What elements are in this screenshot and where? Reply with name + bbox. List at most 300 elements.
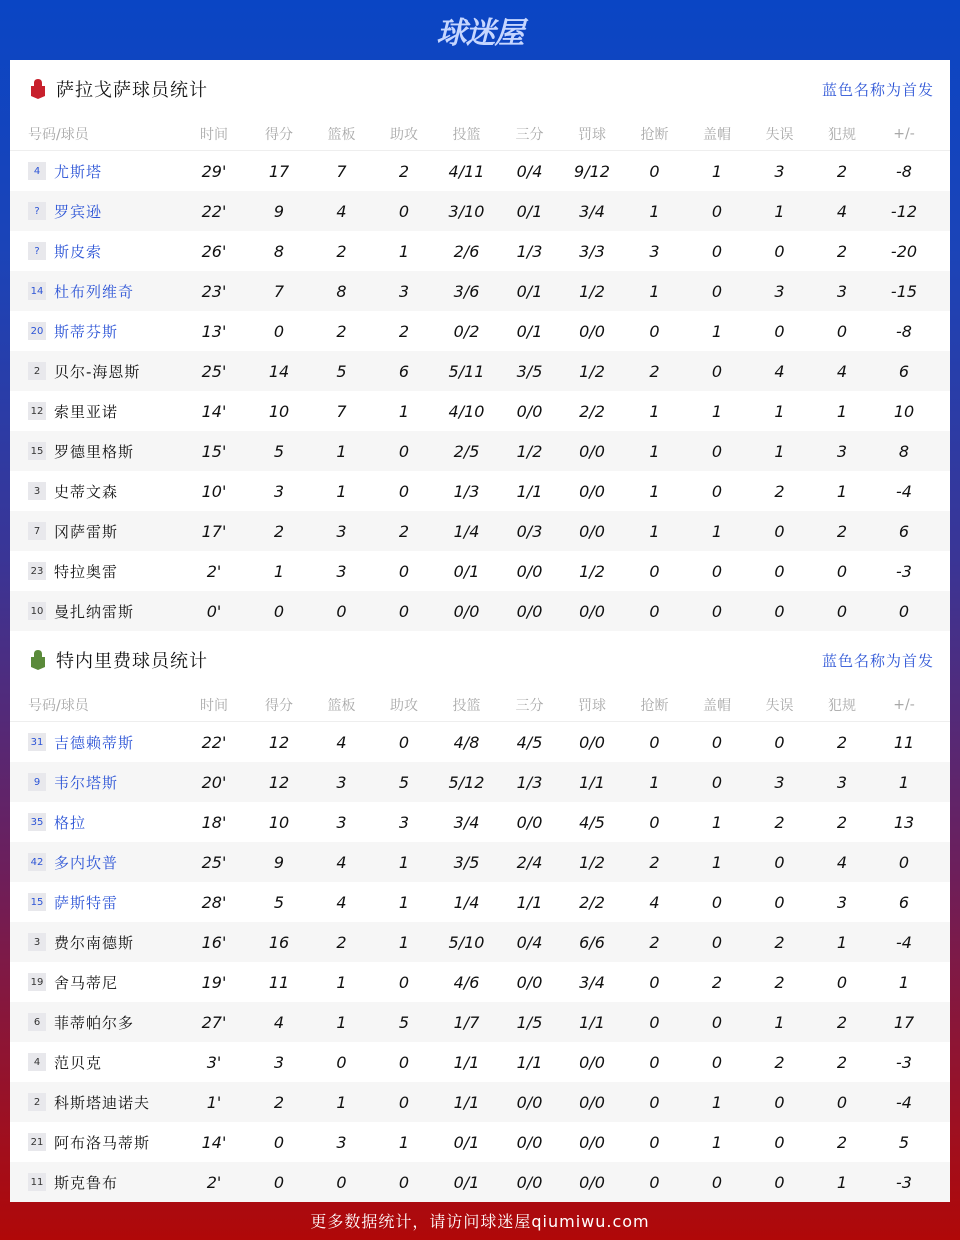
stat-cell: 1/3: [453, 481, 480, 501]
stat-cell: 0: [711, 201, 723, 221]
stat-cell: 0/0: [579, 1092, 605, 1112]
stat-cell: -3: [896, 1052, 912, 1072]
stat-cell: 0: [711, 561, 723, 581]
table-row[interactable]: [10, 311, 950, 351]
column-header: 投篮: [452, 698, 481, 714]
stat-cell: 0: [774, 241, 785, 261]
player-cell: [10, 1172, 180, 1193]
stat-cell: 7: [336, 161, 347, 181]
stat-cell: 3/4: [579, 201, 605, 221]
stat-cell: 0: [774, 732, 785, 752]
stat-cell: 0: [649, 1052, 660, 1072]
stat-cell: 1: [398, 401, 410, 421]
player-name[interactable]: 科斯塔迪诺夫: [54, 1093, 151, 1112]
stat-cell: 12: [268, 732, 290, 752]
player-name[interactable]: 尤斯塔: [54, 162, 103, 181]
column-header: 投篮: [452, 127, 481, 143]
stat-cell: -12: [890, 201, 918, 221]
player-cell: [10, 1052, 180, 1073]
stat-cell: 23': [201, 281, 227, 301]
stat-cell: 1': [206, 1092, 222, 1112]
stat-cell: 1: [398, 932, 410, 952]
player-cell: [10, 812, 180, 833]
table-row[interactable]: [10, 431, 950, 471]
stat-cell: 3: [836, 441, 848, 461]
team-logo-icon: [28, 78, 48, 100]
table-row[interactable]: [10, 722, 950, 762]
jersey-number: 19: [28, 973, 46, 991]
stat-cell: 0/0: [516, 561, 543, 581]
stat-cell: 1: [649, 441, 660, 461]
stat-cell: 0: [711, 481, 723, 501]
stat-cell: 0: [774, 601, 785, 621]
top-banner: [0, 0, 960, 60]
stat-cell: 2: [774, 932, 785, 952]
stat-cell: 5: [398, 772, 410, 792]
stat-cell: 0/0: [453, 601, 480, 621]
stat-cell: 1: [711, 161, 723, 181]
stat-cell: 26': [201, 241, 227, 261]
stat-cell: 0/0: [579, 521, 605, 541]
stat-cell: 5/10: [448, 932, 485, 952]
stat-cell: 0: [649, 1012, 660, 1032]
player-cell: [10, 481, 180, 502]
table-row[interactable]: [10, 962, 950, 1002]
stat-cell: 7: [336, 401, 347, 421]
stat-cell: 0/0: [516, 972, 543, 992]
stat-cell: 1: [836, 481, 848, 501]
stat-cell: 10: [268, 812, 290, 832]
stat-cell: 22': [201, 201, 227, 221]
stat-cell: 0: [711, 601, 723, 621]
stat-cell: 16': [201, 932, 227, 952]
stat-cell: 2: [336, 241, 347, 261]
stat-cell: 9: [273, 201, 285, 221]
stat-cell: 0: [649, 1172, 660, 1192]
stat-cell: 2: [836, 1132, 848, 1152]
jersey-number: 2: [28, 362, 46, 380]
jersey-number: 4: [28, 162, 46, 180]
stat-cell: 0/0: [579, 1052, 605, 1072]
table-row[interactable]: [10, 882, 950, 922]
player-name[interactable]: 阿布洛马蒂斯: [54, 1133, 151, 1152]
player-cell: [10, 321, 180, 342]
column-header: 抢断: [640, 127, 669, 143]
stat-cell: 0/0: [516, 401, 543, 421]
stat-cell: 2/5: [453, 441, 480, 461]
table-row[interactable]: [10, 1122, 950, 1162]
jersey-number: 11: [28, 1173, 46, 1191]
stat-cell: 1: [398, 852, 410, 872]
stat-cell: 10: [268, 401, 290, 421]
stat-cell: 0: [649, 561, 660, 581]
stat-cell: 1: [273, 561, 285, 581]
stat-cell: 8: [898, 441, 910, 461]
player-cell: [10, 1012, 180, 1033]
column-header: 助攻: [390, 127, 418, 143]
stat-cell: 1/3: [516, 772, 543, 792]
stat-cell: 0: [711, 281, 723, 301]
column-header: 三分: [515, 127, 544, 143]
stat-cell: 1/7: [453, 1012, 480, 1032]
stat-cell: 2/2: [579, 401, 605, 421]
stat-cell: 2: [398, 161, 410, 181]
stat-cell: 0': [206, 601, 222, 621]
stat-cell: 3: [398, 812, 410, 832]
stat-cell: 1: [711, 1132, 723, 1152]
table-row[interactable]: [10, 551, 950, 591]
table-row[interactable]: [10, 1162, 950, 1202]
column-header: 时间: [200, 127, 228, 143]
player-cell: [10, 601, 180, 622]
stat-cell: 0: [398, 732, 410, 752]
stat-cell: 0: [774, 1172, 785, 1192]
player-name[interactable]: 罗德里格斯: [54, 442, 135, 461]
stat-cell: -4: [896, 1092, 912, 1112]
column-header: 三分: [515, 698, 544, 714]
player-cell: [10, 401, 180, 422]
stat-cell: 2: [649, 932, 660, 952]
player-name[interactable]: 斯克鲁布: [54, 1173, 119, 1192]
stat-cell: 3/3: [579, 241, 605, 261]
stat-cell: 16: [268, 932, 290, 952]
team-heading: [28, 76, 208, 102]
column-header: 助攻: [390, 698, 418, 714]
player-name[interactable]: 贝尔-海恩斯: [54, 362, 141, 381]
player-name[interactable]: 杜布列维奇: [54, 282, 135, 301]
stat-cell: 9/12: [574, 161, 610, 181]
player-name[interactable]: 斯皮索: [54, 242, 103, 261]
team-title: 特内里费球员统计: [56, 651, 208, 672]
team-logo-icon: [28, 649, 48, 671]
stat-cell: 8: [273, 241, 285, 261]
stat-cell: 0/4: [516, 932, 543, 952]
stat-cell: 3/6: [453, 281, 480, 301]
table-row[interactable]: [10, 922, 950, 962]
player-cell: [10, 561, 180, 582]
footer-text: 更多数据统计，请访问球迷屋qiumiwu.com: [310, 1211, 650, 1231]
jersey-number: 23: [28, 562, 46, 580]
stat-cell: 0: [711, 1172, 723, 1192]
stat-cell: 1/1: [453, 1092, 480, 1112]
stat-cell: 3: [649, 241, 660, 261]
stat-cell: 0: [398, 441, 410, 461]
stat-cell: 5/11: [448, 361, 485, 381]
player-table: [10, 151, 950, 631]
jersey-number: 9: [28, 773, 46, 791]
stat-cell: 1: [898, 972, 910, 992]
stat-cell: 2': [206, 1172, 222, 1192]
column-header: 抢断: [640, 698, 669, 714]
stat-cell: -4: [896, 932, 912, 952]
stat-cell: 0/1: [516, 281, 543, 301]
stat-cell: 0/0: [516, 1132, 543, 1152]
stat-cell: 1: [898, 772, 910, 792]
stat-cell: 0/1: [453, 1172, 480, 1192]
stat-cell: 3/4: [579, 972, 605, 992]
stat-cell: 12: [268, 772, 290, 792]
stat-cell: 4/5: [579, 812, 605, 832]
stat-cell: 1: [774, 1012, 785, 1032]
column-header: 失误: [765, 127, 794, 143]
stat-cell: 0: [398, 1092, 410, 1112]
stat-cell: 14': [201, 401, 227, 421]
stat-cell: 4: [273, 1012, 285, 1032]
player-cell: [10, 972, 180, 993]
stat-cell: 3/4: [453, 812, 480, 832]
jersey-number: 31: [28, 733, 46, 751]
stat-cell: 0: [649, 321, 660, 341]
stat-cell: 14': [201, 1132, 227, 1152]
stat-cell: 1: [398, 1132, 410, 1152]
stat-cell: 2: [273, 1092, 285, 1112]
player-cell: [10, 241, 180, 262]
jersey-number: 3: [28, 482, 46, 500]
player-name[interactable]: 斯蒂芬斯: [54, 322, 119, 341]
player-name[interactable]: 史蒂文森: [54, 482, 119, 501]
stat-cell: 2: [711, 972, 723, 992]
player-table: [10, 722, 950, 1202]
stat-cell: 0: [836, 321, 848, 341]
stat-cell: 4/10: [448, 401, 485, 421]
player-name[interactable]: 萨斯特雷: [54, 893, 119, 912]
stat-cell: 0: [711, 932, 723, 952]
stat-cell: 4: [336, 732, 347, 752]
player-name[interactable]: 罗宾逊: [54, 202, 103, 221]
stat-cell: -15: [890, 281, 918, 301]
stat-cell: 0: [836, 561, 848, 581]
stat-cell: 1/4: [453, 892, 480, 912]
stat-cell: 1: [649, 401, 660, 421]
table-row[interactable]: [10, 271, 950, 311]
stat-cell: 5: [898, 1132, 910, 1152]
stat-cell: 0: [711, 1052, 723, 1072]
stat-cell: 3: [774, 161, 785, 181]
stat-cell: 0/1: [516, 321, 543, 341]
stat-cell: 13: [893, 812, 915, 832]
stat-cell: 1/2: [579, 852, 605, 872]
stat-cell: 0/0: [516, 812, 543, 832]
column-header: 犯规: [828, 698, 856, 714]
stat-cell: 0: [336, 1052, 347, 1072]
stat-cell: 3: [336, 1132, 347, 1152]
stat-cell: 0: [398, 972, 410, 992]
stat-cell: 1: [836, 401, 848, 421]
stat-cell: 0: [774, 521, 785, 541]
stat-cell: 2: [774, 972, 785, 992]
team-section: [10, 631, 950, 1202]
player-name[interactable]: 菲蒂帕尔多: [54, 1013, 135, 1032]
stat-cell: 1: [398, 892, 410, 912]
stat-cell: 0: [649, 972, 660, 992]
stat-cell: 0: [398, 1052, 410, 1072]
table-row[interactable]: [10, 762, 950, 802]
stat-cell: 0/0: [579, 601, 605, 621]
player-name[interactable]: 范贝克: [54, 1053, 103, 1072]
stat-cell: 0/0: [579, 732, 605, 752]
stat-cell: 0/1: [453, 561, 480, 581]
jersey-number: 42: [28, 853, 46, 871]
stat-cell: 0: [336, 601, 347, 621]
stat-cell: 1: [711, 852, 723, 872]
column-header: 号码/球员: [28, 127, 89, 143]
table-row[interactable]: [10, 511, 950, 551]
column-header: 得分: [265, 698, 293, 714]
stat-cell: -8: [896, 161, 912, 181]
column-header: 罚球: [578, 698, 606, 714]
team-heading: [28, 647, 208, 673]
column-header: 失误: [765, 698, 794, 714]
stat-cell: 2: [649, 852, 660, 872]
column-header: 盖帽: [703, 127, 731, 143]
stat-cell: 13': [201, 321, 227, 341]
stat-cell: 5: [336, 361, 347, 381]
stat-cell: 0: [774, 321, 785, 341]
stat-cell: 0/2: [453, 321, 480, 341]
stat-cell: 6: [898, 521, 910, 541]
table-row[interactable]: [10, 1002, 950, 1042]
stat-cell: 0: [398, 601, 410, 621]
stat-cell: 1: [774, 401, 785, 421]
jersey-number: 21: [28, 1133, 46, 1151]
stat-cell: 4: [836, 852, 848, 872]
table-row[interactable]: [10, 191, 950, 231]
stat-cell: -3: [896, 561, 912, 581]
player-name[interactable]: 费尔南德斯: [54, 933, 135, 952]
stat-cell: 0: [711, 892, 723, 912]
jersey-number: 6: [28, 1013, 46, 1031]
stat-cell: 0/0: [579, 1172, 605, 1192]
table-row[interactable]: [10, 351, 950, 391]
jersey-number: 4: [28, 1053, 46, 1071]
stat-cell: 9: [273, 852, 285, 872]
stat-cell: 6: [898, 892, 910, 912]
table-row[interactable]: [10, 591, 950, 631]
stat-cell: -3: [896, 1172, 912, 1192]
stat-cell: 1/2: [579, 361, 605, 381]
stat-cell: 1: [711, 521, 723, 541]
table-row[interactable]: [10, 842, 950, 882]
player-cell: [10, 441, 180, 462]
stat-cell: 4: [336, 201, 347, 221]
stat-cell: 3: [774, 772, 785, 792]
table-row[interactable]: [10, 802, 950, 842]
player-name[interactable]: 索里亚诺: [54, 402, 119, 421]
column-header: 罚球: [578, 127, 606, 143]
stat-cell: 4/5: [516, 732, 543, 752]
player-name[interactable]: 曼扎纳雷斯: [54, 602, 135, 621]
table-row[interactable]: [10, 231, 950, 271]
stat-cell: 17': [201, 521, 227, 541]
stat-cell: 2': [206, 561, 222, 581]
stat-cell: 0: [711, 441, 723, 461]
stat-cell: 29': [201, 161, 227, 181]
stat-cell: 0: [398, 201, 410, 221]
jersey-number: 2: [28, 1093, 46, 1111]
stat-cell: 0: [649, 812, 660, 832]
stat-cell: 0: [273, 1172, 285, 1192]
stat-cell: 4/11: [448, 161, 485, 181]
player-name[interactable]: 多内坎普: [54, 853, 119, 872]
section-header: [10, 60, 950, 118]
stat-cell: 3/10: [448, 201, 485, 221]
stat-cell: 1/3: [516, 241, 543, 261]
jersey-number: 10: [28, 602, 46, 620]
player-name[interactable]: 冈萨雷斯: [54, 522, 119, 541]
stat-cell: 17: [268, 161, 290, 181]
stat-cell: 0/3: [516, 521, 543, 541]
stat-cell: 4: [336, 852, 347, 872]
stat-cell: 0: [336, 1172, 347, 1192]
stat-cell: 1: [336, 972, 347, 992]
stat-cell: 3: [336, 772, 347, 792]
stat-cell: 2: [774, 1052, 785, 1072]
stat-cell: 3/5: [453, 852, 480, 872]
player-name[interactable]: 特拉奥雷: [54, 562, 119, 581]
table-header: [10, 118, 950, 151]
stat-cell: 4: [774, 361, 785, 381]
stat-cell: 0/0: [516, 1092, 543, 1112]
stat-cell: 0: [774, 561, 785, 581]
stat-cell: 0: [711, 1012, 723, 1032]
stat-cell: 6: [398, 361, 410, 381]
stat-cell: 1: [711, 812, 723, 832]
jersey-number: 7: [28, 522, 46, 540]
column-header: 犯规: [828, 127, 856, 143]
stat-cell: 1: [649, 481, 660, 501]
stat-cell: -8: [896, 321, 912, 341]
table-row[interactable]: [10, 471, 950, 511]
stat-cell: 3: [836, 281, 848, 301]
player-cell: [10, 932, 180, 953]
player-name[interactable]: 吉德赖蒂斯: [54, 733, 135, 752]
stat-cell: 0/0: [516, 601, 543, 621]
stat-cell: 0: [898, 852, 910, 872]
player-name[interactable]: 韦尔塔斯: [54, 773, 119, 792]
table-row[interactable]: [10, 151, 950, 191]
stat-cell: 28': [201, 892, 227, 912]
jersey-number: 3: [28, 933, 46, 951]
player-cell: [10, 1092, 180, 1113]
stat-cell: 1/1: [453, 1052, 480, 1072]
stat-cell: 0: [649, 1132, 660, 1152]
player-cell: [10, 201, 180, 222]
player-name[interactable]: 格拉: [54, 813, 87, 832]
stat-cell: 1: [711, 1092, 723, 1112]
team-title: 萨拉戈萨球员统计: [56, 80, 208, 101]
column-header: 号码/球员: [28, 698, 89, 714]
table-row[interactable]: [10, 1082, 950, 1122]
stat-cell: 11: [268, 972, 290, 992]
stat-cell: 6/6: [579, 932, 605, 952]
player-name[interactable]: 舍马蒂尼: [54, 973, 119, 992]
stat-cell: 4: [836, 201, 848, 221]
stat-cell: 0: [273, 1132, 285, 1152]
stat-cell: 0: [398, 561, 410, 581]
stat-cell: 25': [201, 361, 227, 381]
footer-banner: [0, 1200, 960, 1240]
player-cell: [10, 361, 180, 382]
stat-cell: 2: [836, 812, 848, 832]
stat-cell: 1: [836, 1172, 848, 1192]
table-row[interactable]: [10, 1042, 950, 1082]
column-header: 篮板: [327, 698, 356, 714]
stat-cell: 2: [836, 1052, 848, 1072]
stat-cell: 3: [336, 561, 347, 581]
stat-cell: 1/1: [516, 892, 543, 912]
table-row[interactable]: [10, 391, 950, 431]
stat-cell: 15': [201, 441, 227, 461]
